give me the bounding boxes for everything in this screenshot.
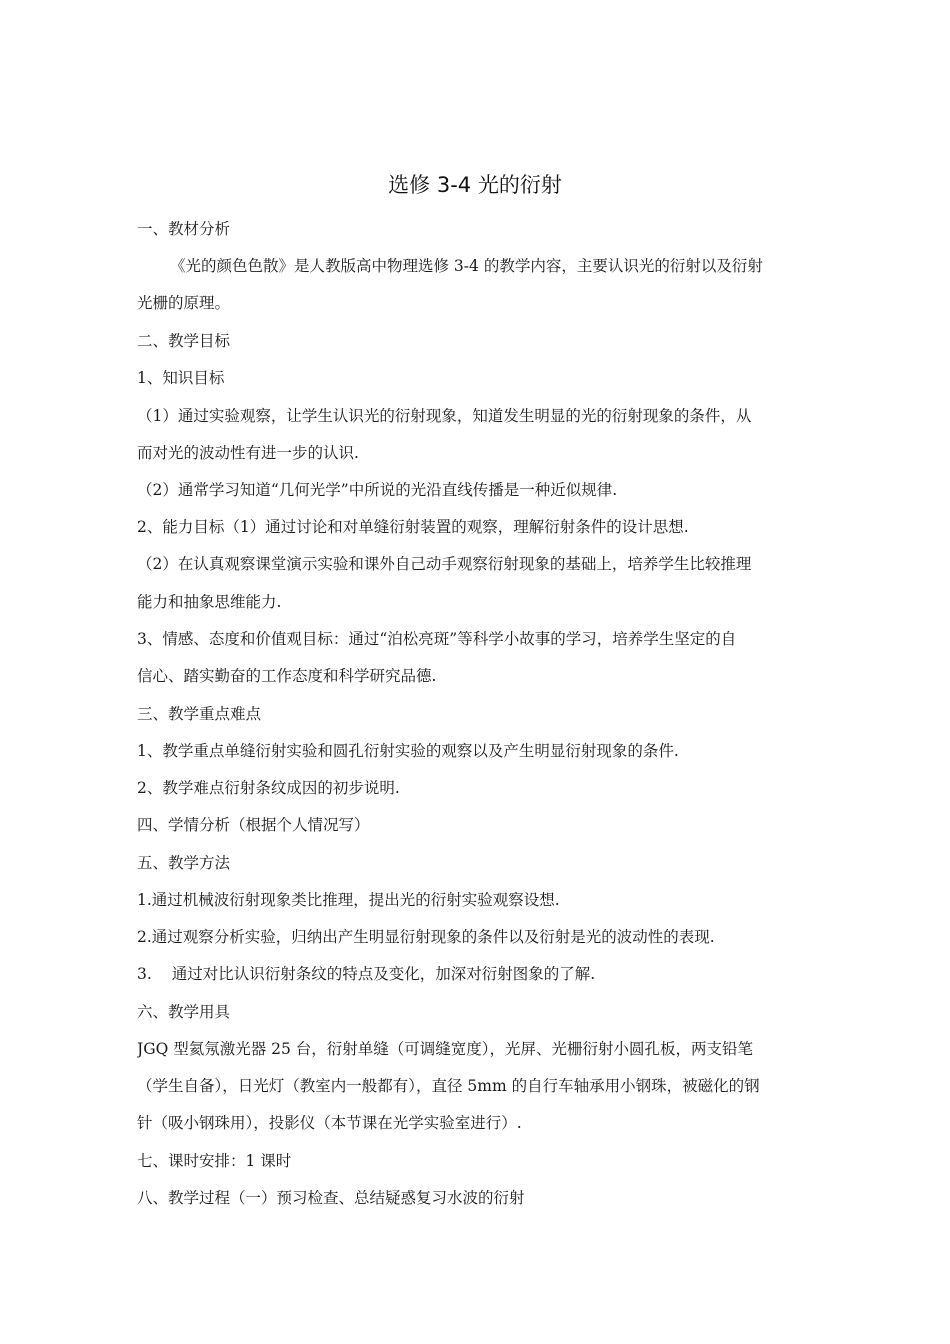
- paragraph-line: 2、教学难点衍射条纹成因的初步说明.: [137, 779, 400, 797]
- paragraph-line: 1、教学重点单缝衍射实验和圆孔衍射实验的观察以及产生明显衍射现象的条件.: [137, 742, 679, 760]
- paragraph-line: JGQ 型氦氖激光器 25 台，衍射单缝（可调缝宽度），光屏、光栅衍射小圆孔板，两支铅笔: [137, 1040, 754, 1058]
- paragraph-line: 信心、踏实勤奋的工作态度和科学研究品德.: [137, 667, 437, 685]
- paragraph-line: 3、情感、态度和价值观目标：通过“泊松亮斑”等科学小故事的学习，培养学生坚定的自: [137, 630, 737, 648]
- section-heading-key-points: 三、教学重点难点: [137, 705, 262, 723]
- paragraph-line: （1）通过实验观察，让学生认识光的衍射现象，知道发生明显的光的衍射现象的条件，从: [137, 407, 752, 425]
- paragraph-line: 《光的颜色色散》是人教版高中物理选修 3-4 的教学内容，主要认识光的衍射以及衍射: [170, 257, 763, 275]
- paragraph-line: 1.通过机械波衍射现象类比推理，提出光的衍射实验观察设想.: [137, 891, 560, 909]
- list-text: 通过对比认识衍射条纹的特点及变化，加深对衍射图象的了解.: [171, 965, 596, 983]
- paragraph-line: 光栅的原理。: [137, 294, 231, 312]
- document-title: 选修 3-4 光的衍射: [388, 173, 562, 197]
- section-heading-teaching-process: 八、教学过程（一）预习检查、总结疑惑复习水波的衍射: [137, 1189, 525, 1207]
- section-heading-teaching-goals: 二、教学目标: [137, 332, 231, 350]
- section-heading-student-analysis: 四、学情分析（根据个人情况写）: [137, 816, 370, 834]
- paragraph-line: （学生自备），日光灯（教室内一般都有），直径 5mm 的自行车轴承用小钢珠，被磁化的钢: [137, 1077, 760, 1095]
- paragraph-line: [137, 963, 827, 985]
- section-heading-schedule: 七、课时安排：1 课时: [137, 1152, 292, 1170]
- paragraph-line: （2）通常学习知道“几何光学”中所说的光沿直线传播是一种近似规律.: [137, 481, 618, 499]
- paragraph-line: （2）在认真观察课堂演示实验和课外自己动手观察衍射现象的基础上，培养学生比较推理: [137, 555, 752, 573]
- section-heading-textbook-analysis: 一、教材分析: [137, 220, 231, 238]
- paragraph-line: 能力和抽象思维能力.: [137, 593, 282, 611]
- paragraph-line: 2、能力目标（1）通过讨论和对单缝衍射装置的观察，理解衍射条件的设计思想.: [137, 518, 689, 536]
- section-heading-teaching-methods: 五、教学方法: [137, 854, 231, 872]
- paragraph-line: 2.通过观察分析实验，归纳出产生明显衍射现象的条件以及衍射是光的波动性的表现.: [137, 928, 715, 946]
- paragraph-line: 针（吸小钢珠用），投影仪（本节课在光学实验室进行）.: [137, 1114, 522, 1132]
- section-heading-teaching-tools: 六、教学用具: [137, 1003, 231, 1021]
- list-number: 3.: [137, 965, 152, 983]
- paragraph-line: 而对光的波动性有进一步的认识.: [137, 444, 359, 462]
- subsection-heading: 1、知识目标: [137, 369, 225, 387]
